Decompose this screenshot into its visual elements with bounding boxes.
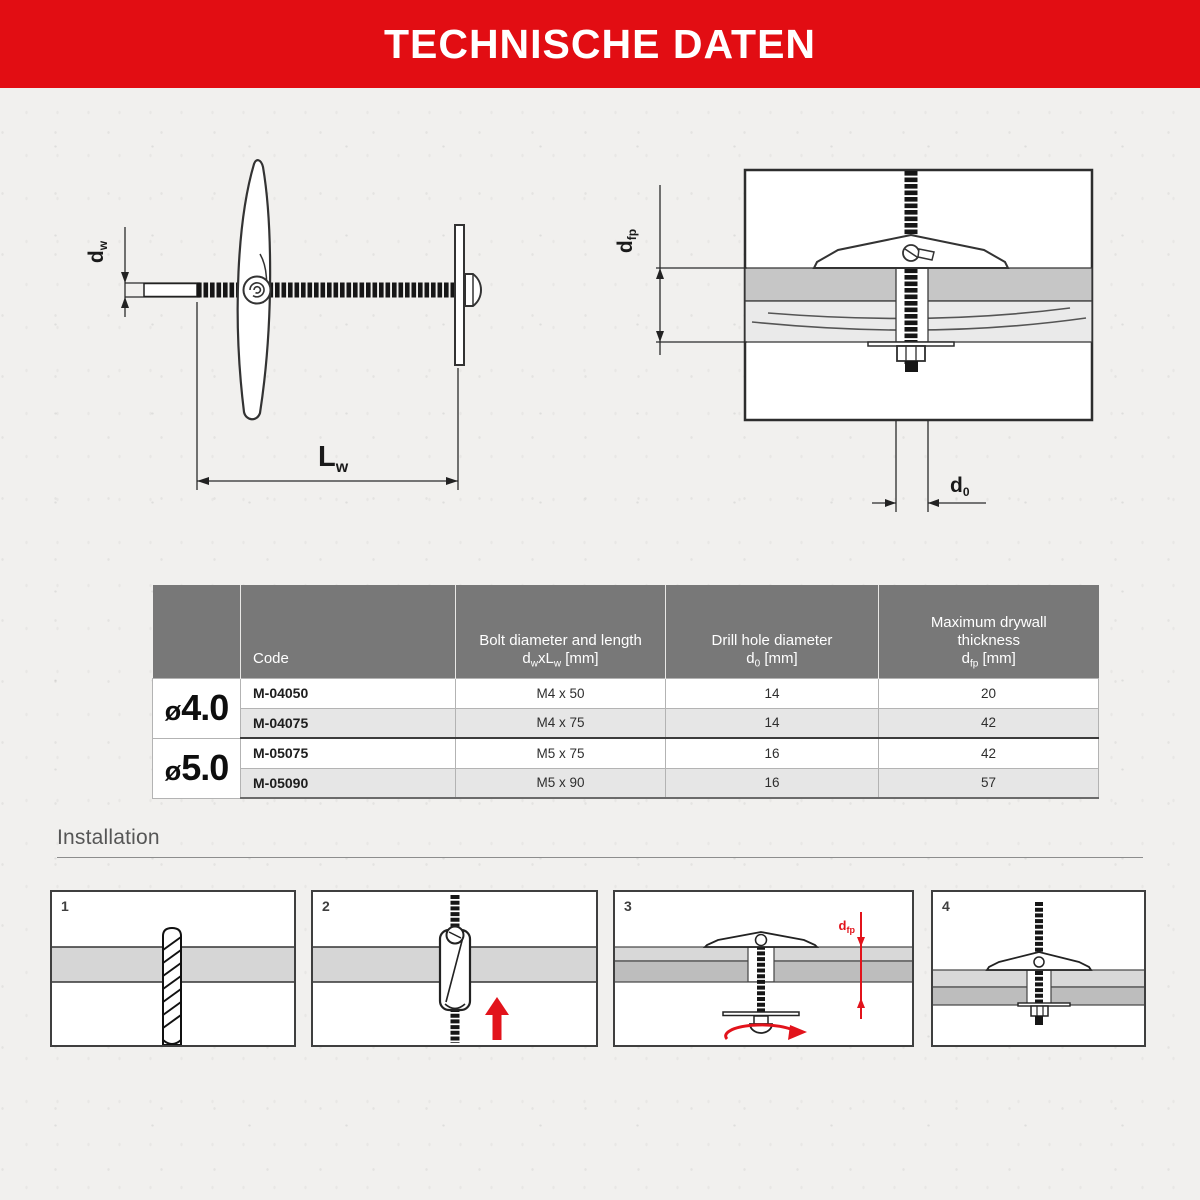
cell-max-thickness: 57: [879, 768, 1099, 798]
cell-code: M-04050: [241, 678, 456, 708]
step-number: 4: [942, 898, 950, 914]
wall-section: [745, 170, 1092, 420]
toggle-section-view-drawing: [600, 140, 1140, 520]
installation-step-4: [931, 890, 1146, 1047]
step-1-illustration: [52, 892, 294, 1045]
table-row: [153, 738, 1099, 768]
cell-bolt: M5 x 90: [456, 768, 666, 798]
step-3-illustration: [615, 892, 912, 1045]
cell-code: M-04075: [241, 708, 456, 738]
cell-code: M-05075: [241, 738, 456, 768]
cell-drill: 14: [666, 708, 879, 738]
table-row: [153, 678, 1099, 708]
toggle-wings-open: [987, 952, 1091, 970]
table-row: [153, 708, 1099, 738]
page-title: TECHNISCHE DATEN: [383, 20, 817, 67]
table-row: [153, 768, 1099, 798]
screw-head: [465, 274, 481, 306]
drill-hole: [1027, 971, 1051, 1004]
dim-dw: [85, 227, 200, 317]
step-number: 3: [624, 898, 632, 914]
step-number: 2: [322, 898, 330, 914]
cell-code: M-05090: [241, 768, 456, 798]
toggle-wings-open: [705, 932, 817, 947]
step-2-illustration: [313, 892, 596, 1045]
dim-lw: [197, 302, 458, 490]
step-4-illustration: [933, 892, 1144, 1045]
drill-bit-icon: [163, 928, 181, 1045]
washer-plate: [455, 225, 464, 365]
size-badge-4-0: ø4.0: [153, 678, 241, 738]
bolt-tip: [144, 284, 197, 297]
col-header-bolt: Bolt diameter and length $d_wxL_w$ [mm]: [456, 585, 666, 678]
cell-bolt: M4 x 75: [456, 708, 666, 738]
dim-dfp: [614, 185, 747, 355]
cell-max-thickness: 42: [879, 708, 1099, 738]
installation-divider: [57, 857, 1143, 858]
dim-label-dfp-red: $d_{fp}$: [838, 918, 855, 935]
dim-label-d0: d0: [950, 474, 970, 499]
dim-label-dfp: dfp: [614, 228, 639, 254]
col-header-size: [153, 585, 241, 678]
cell-bolt: M5 x 75: [456, 738, 666, 768]
size-badge-5-0: ø5.0: [153, 738, 241, 798]
installation-step-2: [311, 890, 598, 1047]
installation-heading: Installation: [57, 826, 160, 849]
cell-drill: 16: [666, 768, 879, 798]
toggle-folded-icon: [440, 927, 470, 1011]
toggle-wing-folded: [238, 160, 271, 419]
dim-label-lw: $L_w$: [318, 441, 349, 476]
col-header-drill: Drill hole diameter $d_0$ [mm]: [666, 585, 879, 678]
dim-d0: [872, 421, 986, 512]
cell-max-thickness: 20: [879, 678, 1099, 708]
installation-step-3: [613, 890, 914, 1047]
dim-label-dw: dw: [85, 240, 110, 264]
cell-max-thickness: 42: [879, 738, 1099, 768]
col-header-max-thickness: Maximum drywall thickness $d_{fp}$ [mm]: [879, 585, 1099, 678]
step-number: 1: [61, 898, 69, 914]
title-banner: [0, 0, 1200, 88]
toggle-side-view-drawing: [60, 140, 520, 500]
col-header-code: Code: [241, 585, 456, 678]
installation-step-1: [50, 890, 296, 1047]
up-arrow-icon: [485, 997, 509, 1040]
nut-assembly: [1018, 1003, 1070, 1025]
cell-drill: 14: [666, 678, 879, 708]
spec-table: [152, 585, 1099, 799]
cell-bolt: M4 x 50: [456, 678, 666, 708]
cell-drill: 16: [666, 738, 879, 768]
